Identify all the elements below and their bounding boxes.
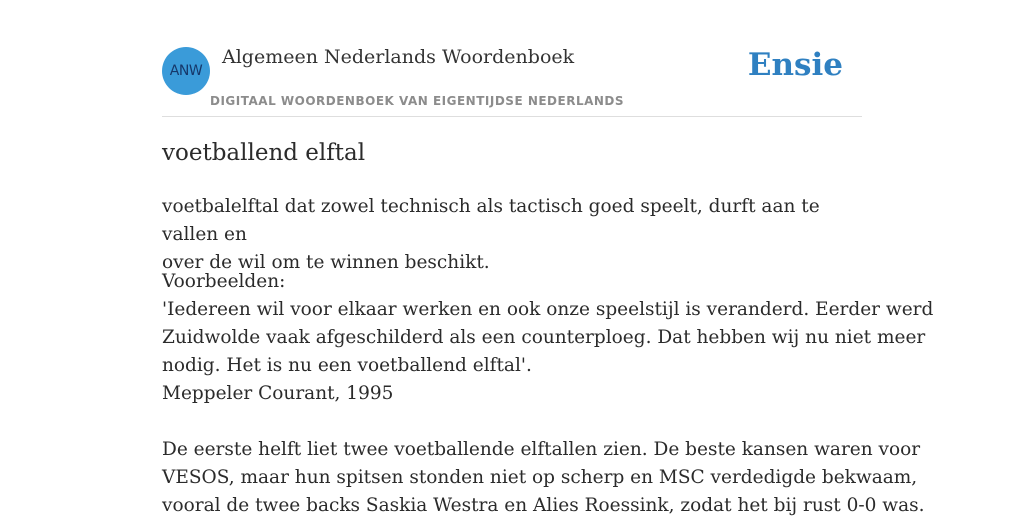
definition-line: voetbalelftal dat zowel technisch als tactisch goed speelt, durft aan te vallen en xyxy=(162,196,820,245)
definition-line: over de wil om te winnen beschikt. xyxy=(162,252,490,273)
ensie-brand-logo[interactable]: Ensie xyxy=(747,47,843,83)
example-line: Zuidwolde vaak afgeschilderd als een counterploeg. Dat hebben wij nu niet meer xyxy=(162,327,926,348)
site-title[interactable]: Algemeen Nederlands Woordenboek xyxy=(222,46,575,68)
example-line: De eerste helft liet twee voetballende elftallen zien. De beste kansen waren voor xyxy=(162,439,921,460)
entry-definition xyxy=(162,193,862,277)
page-container xyxy=(162,0,934,516)
examples-label: Voorbeelden: xyxy=(162,271,286,292)
site-subtitle: DIGITAAL WOORDENBOEK VAN EIGENTIJDSE NEDERLANDS xyxy=(210,94,625,108)
site-header xyxy=(162,0,862,117)
entry-title: voetballend elftal xyxy=(162,140,366,166)
example-source: Meppeler Courant, 1995 xyxy=(162,383,394,404)
example-line: VESOS, maar hun spitsen stonden niet op scherp en MSC verdedigde bekwaam, xyxy=(162,467,918,488)
anw-logo[interactable] xyxy=(162,47,210,95)
example-line: 'Iedereen wil voor elkaar werken en ook onze speelstijl is veranderd. Eerder werd xyxy=(162,299,934,320)
anw-logo-text: ANW xyxy=(169,63,203,79)
example-line: nodig. Het is nu een voetballend elftal'. xyxy=(162,355,532,376)
example-spacer xyxy=(162,408,862,436)
example-line: vooral de twee backs Saskia Westra en Alies Roessink, zodat het bij rust 0-0 was. xyxy=(162,495,925,516)
examples-section xyxy=(162,268,934,520)
